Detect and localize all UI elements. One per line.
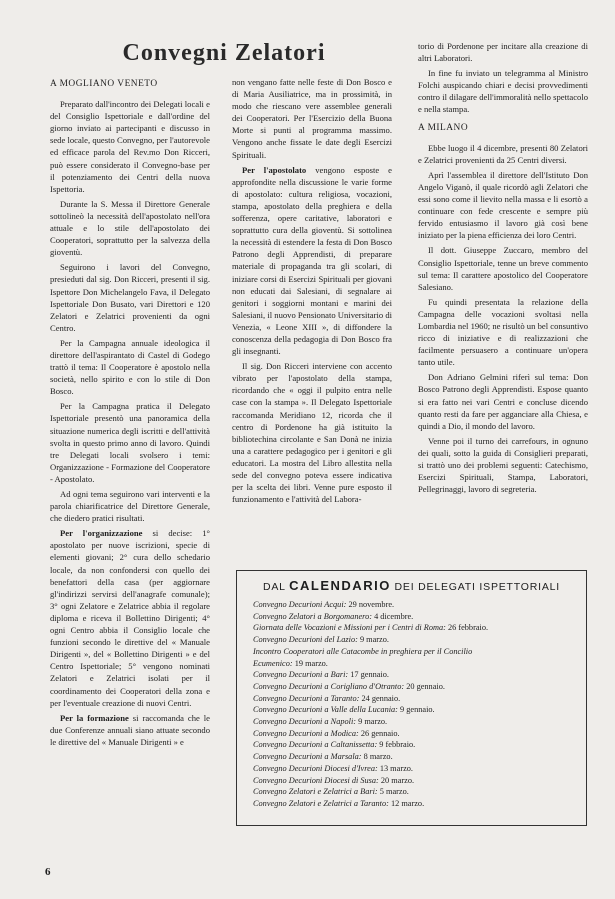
lead-text: Per la formazione (60, 712, 129, 723)
column-middle (232, 76, 392, 508)
calendar-date: 13 marzo. (379, 763, 413, 773)
calendar-date: 24 gennaio. (361, 693, 401, 703)
calendar-list (247, 599, 576, 810)
section-heading-mogliano: A MOGLIANO VENETO (50, 79, 158, 89)
paragraph (50, 527, 210, 708)
calendar-entry (253, 728, 576, 740)
calendar-entry (253, 646, 576, 658)
lead-text: Per l'apostolato (242, 164, 307, 175)
paragraph-body: si decise: 1° apostolato per nuove iscrizioni, specie di elementi giovani; 2° cura dello schedario locale, da non confondersi con quello dei benefattori della casa (per aggiornare gl'indirizzi servirsi dell'anagrafe comunale); 3° ogni Zelatore e Zelatrice abbia il regolare diploma e riceva il Bollettino Dirigenti; 4° ogni Centro abbia il Consiglio locale che funzioni secondo le direttive del « Manuale Dirigenti », del « Bollettino Dirigenti » e del Centro Ispettoriale; 5° vengono nominati Zelatori e Zelatrici isolati per il coordinamento dei Cooperatori della zona e per l'eventuale creazione di nuovi Centri. (50, 528, 210, 708)
calendar-event: Convegno Decurioni Diocesi di Susa: (253, 775, 379, 785)
calendar-title-post: DEI DELEGATI ISPETTORIALI (394, 581, 561, 593)
calendar-date: 19 marzo. (294, 658, 328, 668)
calendar-entry (253, 693, 576, 705)
calendar-date: 17 gennaio. (350, 670, 389, 680)
calendar-date: 12 marzo. (390, 798, 425, 808)
calendar-entry (253, 775, 576, 787)
calendar-entry (253, 786, 576, 798)
calendar-event: Convegno Decurioni del Lazio: (253, 635, 358, 645)
calendar-date: 9 marzo. (358, 717, 388, 727)
paragraph: torio di Pordenone per incitare alla creazione di altri Laboratori. (418, 41, 588, 64)
paragraph: Seguirono i lavori del Convegno, presieduti dal sig. Don Ricceri, presenti il sig. Ispettore Don Michelangelo Fava, il Delegato Ispettoriale Don Busato, vari Direttori e 120 Zelatori e Zelatrici provenienti da ogni Centro. (50, 262, 210, 333)
calendar-entry (253, 599, 576, 611)
calendar-date: 9 febbraio. (379, 740, 416, 750)
paragraph: Venne poi il turno dei carrefours, in ognuno dei quali, sotto la guida di Consiglieri preparati, si trattò uno dei problemi seguenti: Catechismo, Esercizi Spirituali, Stampa, Laboratori, Pellegrinaggi, lavoro di segreteria. (418, 435, 588, 495)
paragraph: Don Adriano Gelmini riferì sul tema: Don Bosco Patrono degli Apprendisti. Espose quanto si era fatto nei vari Centri e concluse dicendo quanto resti da fare per agganciare alla Chiesa, e quindi a Dio, il mondo del lavoro. (418, 372, 588, 431)
column-right (418, 40, 588, 498)
calendar-title-pre: DAL (262, 581, 286, 593)
calendar-event: Convegno Decurioni a Bari: (253, 670, 349, 680)
calendar-date: 29 novembre. (348, 600, 395, 609)
calendar-entry (253, 751, 576, 763)
paragraph: non vengano fatte nelle feste di Don Bosco e di Maria Ausiliatrice, ma in prossimità, in modo che riescano vere assemblee generali dei Cooperatori. Per l'Esercizio della Buona Morte si punti al programma massimo. Vengono anche fissate le date degli Esercizi Spirituali. (232, 77, 392, 160)
calendar-event: Incontro Cooperatori alle Catacombe in preghiera per il Concilio (253, 646, 473, 656)
paragraph (232, 164, 392, 358)
calendar-event: Convegno Decurioni a Modica: (253, 728, 359, 738)
paragraph: Ad ogni tema seguirono vari interventi e la parola chiarificatrice del Direttore Generale, che diedero pratici risultati. (50, 489, 210, 524)
calendar-entry (253, 658, 576, 670)
calendar-date: 9 gennaio. (400, 705, 435, 715)
calendar-date: 8 marzo. (363, 752, 393, 762)
calendar-date: 5 marzo. (379, 787, 409, 797)
paragraph: Il sig. Don Ricceri interviene con accento vibrato per l'apostolato della stampa, ricordando che « oggi il pulpito entra nelle case con la stampa ». Il Delegato Ispettoriale raccomanda Meridiano 12, ricorda che il centro di Pordenone ha già istituito la bibliotechina circolante e San Donà ne inizia una a carattere pedagogico per i genitori e gli educatori. La mostra del Libro allestita nella sede del convegno poteva essere indicativa per la scelta dei libri. Venne pure esposto il funzionamento e l'attività del Labora- (232, 361, 392, 505)
page-title: Convegni Zelatori (122, 40, 326, 66)
calendar-event: Convegno Decurioni a Valle della Lucania: (253, 705, 398, 715)
paragraph: Durante la S. Messa il Direttore Generale sottolineò la necessità dell'apostolato nell'ora attuale e lo stile dell'apostolato dei Cooperatori, soprattutto per la salvezza della gioventù. (50, 198, 210, 258)
section-heading-milano: A MILANO (418, 122, 469, 133)
column-left (50, 72, 210, 751)
calendar-event: Convegno Decurioni a Marsala: (253, 752, 362, 762)
calendar-date: 26 febbraio. (447, 623, 489, 633)
paragraph: In fine fu inviato un telegramma al Ministro Folchi auspicando chiari e decisi provvedimenti contro il dilagare dell'immoralità nello spettacolo e nella stampa. (418, 68, 588, 115)
calendar-event: Convegno Zelatori e Zelatrici a Taranto: (253, 798, 389, 808)
calendar-entry (253, 763, 576, 775)
calendar-event: Convegno Decurioni Acqui: (253, 600, 347, 609)
paragraph-body: si raccomanda che le due Conferenze annuali siano attuate secondo le direttive del « Manuale Dirigenti » e (50, 712, 210, 747)
calendar-event: Ecumenico: (253, 658, 293, 668)
calendar-entry (253, 611, 576, 623)
calendar-entry (253, 798, 576, 810)
calendar-box (236, 570, 587, 826)
calendar-date: 4 dicembre. (374, 611, 414, 621)
calendar-entry (253, 739, 576, 751)
paragraph: Fu quindi presentata la relazione della Campagna delle vocazioni svoltasi nella Lombardia nel 1960; ne risultò un bel consuntivo ricco di iniziative e di realizzazioni che facilmente persuasero a continuare un'opera tanto utile. (418, 296, 588, 368)
calendar-date: 20 gennaio. (406, 681, 445, 691)
calendar-entry (253, 704, 576, 716)
calendar-date: 26 gennaio. (360, 728, 400, 738)
paragraph: Preparato dall'incontro dei Delegati locali e del Consiglio Ispettoriale e dall'ordine del giorno inviato ai partecipanti e discusso in sede locale, questo Convegno, per l'autorevole ed efficace parola del Rev.mo Don Ricceri, può essere considerato il Convegno-base per il potenziamento dei Centri della nuova Ispettoria. (50, 99, 210, 194)
calendar-entry (253, 669, 576, 681)
calendar-event: Convegno Decurioni a Caltanissetta: (253, 740, 378, 750)
calendar-title-main: CALENDARIO (289, 578, 391, 593)
paragraph (50, 712, 210, 748)
paragraph-body: vengono esposte e approfondite nella discussione le varie forme di apostolato: cultura religiosa, vocazioni, stampa, apostolato della preghiera e della sofferenza, opere caritative, laboratori e soprattutto cura della gioventù. Si sottolinea la necessità di estendere la festa di Don Bosco Patrono degli Apprendisti, di preparare materiale di propaganda tra gli scolari, di iniziare corsi di Esercizi Spirituali per giovani non educati dai Salesiani, di segnalare ai genitori i soggiorni montani e marini dei Salesiani, il nuovo Pensionato Universitario di Venezia, « Leone XIII », di diffondere la conoscenza della pedagogia di Don Bosco fra gli insegnanti. (232, 164, 392, 357)
calendar-event: Convegno Decurioni a Napoli: (253, 717, 357, 727)
calendar-entry (253, 634, 576, 646)
page-number: 6 (45, 866, 51, 878)
calendar-entry (253, 681, 576, 693)
calendar-date: 9 marzo. (359, 635, 389, 645)
calendar-date: 20 marzo. (380, 775, 415, 785)
calendar-event: Giornata delle Vocazioni e Missioni per i Centri di Roma: (253, 623, 446, 633)
calendar-entry (253, 622, 576, 634)
calendar-event: Convegno Zelatori e Zelatrici a Bari: (253, 787, 378, 797)
calendar-entry (253, 716, 576, 728)
calendar-event: Convegno Decurioni a Taranto: (253, 693, 360, 703)
paragraph: Per la Campagna annuale ideologica il direttore dell'aspirantato di Castel di Godego trattò il tema: Il Cooperatore è apostolo nella società, nello spirito e con lo stile di Don Bosco. (50, 337, 210, 397)
paragraph: Ebbe luogo il 4 dicembre, presenti 80 Zelatori e Zelatrici provenienti da 25 Centri diversi. (418, 142, 588, 165)
calendar-event: Convegno Decurioni a Corigliano d'Otranto: (253, 681, 405, 691)
calendar-event: Convegno Zelatori a Borgomanero: (253, 611, 372, 621)
paragraph: Per la Campagna pratica il Delegato Ispettoriale presentò una panoramica della situazione numerica degli iscritti e dell'attività svolta in questo primo anno di lavoro. Quindi tre Delegati locali svolsero i temi: Organizzazione - Formazione del Cooperatore - Apostolato. (50, 401, 210, 484)
paragraph: Aprì l'assemblea il direttore dell'Istituto Don Angelo Viganò, il quale ricordò agli Zelatori che essi sono come il lievito nella massa e li esortò a continuare con fede crescente e sempre più fervido entusiasmo il lavoro già così bene iniziato per la piena efficienza dei loro Centri. (418, 169, 588, 241)
calendar-title (247, 578, 576, 593)
lead-text: Per l'organizzazione (60, 528, 143, 539)
calendar-event: Convegno Decurioni Diocesi d'Ivrea: (253, 763, 378, 773)
paragraph: Il dott. Giuseppe Zuccaro, membro del Consiglio Ispettoriale, tenne un breve commento sul tema: Il carattere apostolico del Cooperatore Salesiano. (418, 245, 588, 292)
